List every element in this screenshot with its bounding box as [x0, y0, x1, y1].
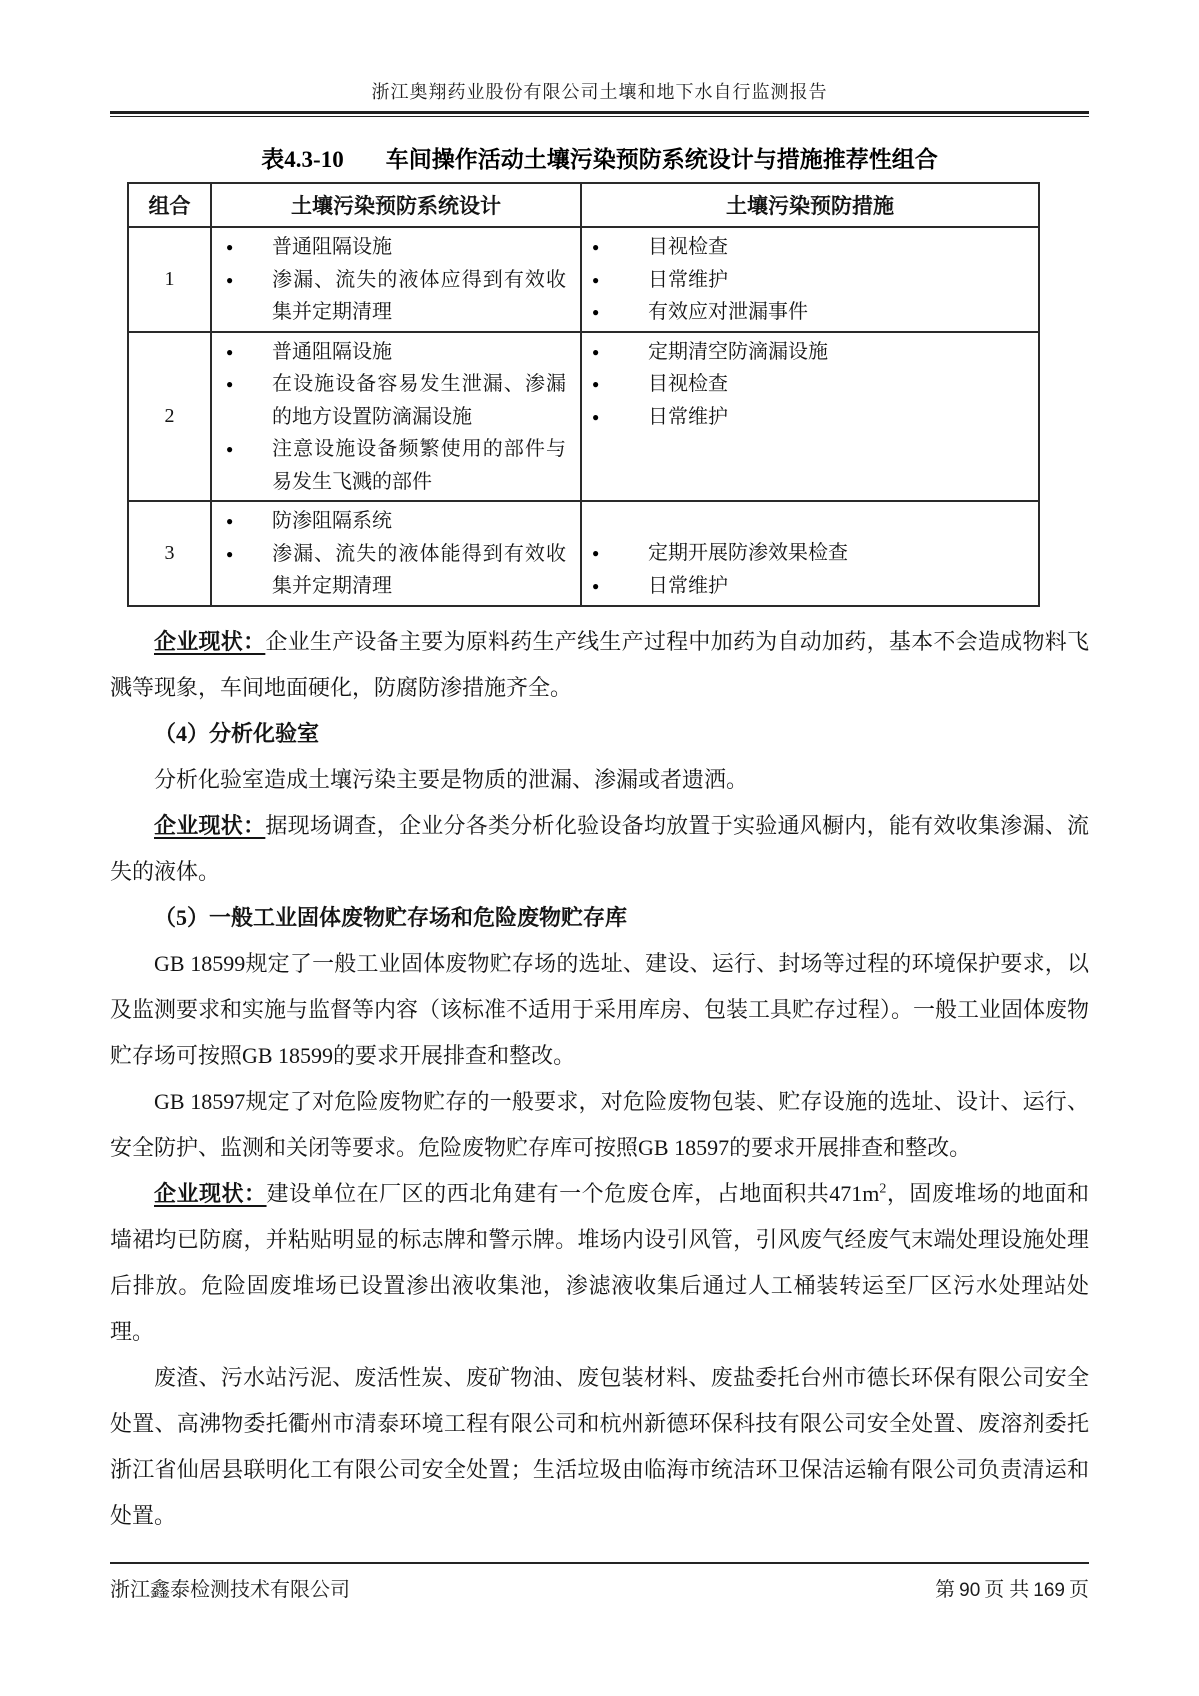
- list-item: [582, 401, 1038, 434]
- list-item-text: 目视检查: [648, 236, 728, 258]
- list-item: [582, 537, 1038, 570]
- list-item-text: 渗漏、流失的液体能得到有效收集并定期清理: [272, 542, 566, 597]
- list-item: [582, 296, 1038, 329]
- bullet-icon: ●: [592, 272, 600, 287]
- report-title: 浙江奥翔药业股份有限公司土壤和地下水自行监测报告: [371, 82, 828, 102]
- list-item-text: 在设施设备容易发生泄漏、渗漏的地方设置防滴漏设施: [272, 373, 566, 428]
- bullet-icon: ●: [592, 546, 600, 560]
- table-title: 车间操作活动土壤污染预防系统设计与措施推荐性组合: [385, 147, 938, 172]
- paragraph-text: ，固废堆场的地面和墙裙均已防腐，并粘贴明显的标志牌和警示牌。堆场内设引风管，引风废气经废气末端处理设施处理后排放。危险固废堆场已设置渗出液收集池，渗滤液收集后通过人工桶装转运至厂区污水处理站处理。: [110, 1180, 1089, 1344]
- table-number: 表4.3-10: [261, 147, 344, 172]
- bullet-icon: ●: [592, 377, 600, 391]
- list-item-text: 日常维护: [648, 405, 728, 428]
- bullet-icon: ●: [226, 514, 234, 528]
- bullet-icon: ●: [592, 305, 600, 319]
- bullet-list: [212, 231, 580, 329]
- column-header: 组合: [128, 183, 211, 227]
- superscript: 2: [879, 1181, 887, 1197]
- section-heading: （5）一般工业固体废物贮存场和危险废物贮存库: [154, 904, 628, 930]
- status-paragraph: [110, 803, 1089, 895]
- table-row: [128, 227, 1039, 332]
- table-row: [128, 501, 1039, 606]
- list-item-text: 定期开展防渗效果检查: [648, 542, 848, 564]
- paragraph-text: 企业生产设备主要为原料药生产线生产过程中加药为自动加药，基本不会造成物料飞溅等现象，车间地面硬化，防腐防渗措施齐全。: [110, 628, 1089, 700]
- page-footer: [110, 1562, 1089, 1602]
- paragraph-text: 据现场调查，企业分各类分析化验设备均放置于实验通风橱内，能有效收集渗漏、流失的液体。: [110, 812, 1089, 884]
- bullet-icon: ●: [226, 240, 234, 254]
- status-paragraph: [110, 619, 1089, 711]
- paragraph-text: 建设单位在厂区的西北角建有一个危废仓库，占地面积共471m: [266, 1180, 880, 1206]
- bullet-icon: ●: [592, 409, 600, 424]
- status-lead: 企业现状：: [154, 1180, 267, 1206]
- bullet-list: [582, 537, 1038, 602]
- list-item-text: 定期清空防滴漏设施: [648, 340, 828, 363]
- list-item: [212, 336, 580, 369]
- current-page-number: 90: [959, 1580, 981, 1601]
- list-item: [582, 336, 1038, 369]
- total-page-number: 169: [1033, 1580, 1065, 1601]
- group-cell: 3: [128, 501, 211, 606]
- footer-page-info: 第 90 页 共 169 页: [935, 1579, 1089, 1601]
- list-item: [582, 570, 1038, 603]
- bullet-list: [582, 336, 1038, 434]
- design-cell: [211, 332, 581, 502]
- footer-company: 浙江鑫泰检测技术有限公司: [110, 1579, 350, 1601]
- design-cell: [211, 227, 581, 332]
- measures-cell: [581, 501, 1039, 606]
- status-paragraph: [110, 1171, 1089, 1355]
- list-item-text: 普通阻隔设施: [272, 340, 392, 363]
- list-item-text: 防渗阻隔系统: [272, 510, 392, 532]
- body-paragraph: [110, 1079, 1089, 1171]
- list-item: [212, 231, 580, 264]
- bullet-list: [582, 231, 1038, 329]
- bullet-icon: ●: [226, 272, 234, 287]
- document-body: [110, 619, 1089, 1539]
- bullet-icon: ●: [592, 578, 600, 593]
- bullet-icon: ●: [226, 442, 234, 456]
- bullet-icon: ●: [226, 344, 234, 359]
- list-item-text: 注意设施设备频繁使用的部件与易发生飞溅的部件: [272, 438, 566, 493]
- column-header: 土壤污染预防措施: [581, 183, 1039, 227]
- table-row: [128, 332, 1039, 502]
- bullet-icon: ●: [226, 377, 234, 391]
- measures-cell: [581, 332, 1039, 502]
- column-header: 土壤污染预防系统设计: [211, 183, 581, 227]
- list-item-text: 日常维护: [648, 268, 728, 291]
- bullet-list: [212, 505, 580, 603]
- list-item-text: 渗漏、流失的液体应得到有效收集并定期清理: [272, 268, 566, 323]
- list-item: [212, 368, 580, 433]
- group-cell: 1: [128, 227, 211, 332]
- paragraph-text: GB 18599规定了一般工业固体废物贮存场的选址、建设、运行、封场等过程的环境保护要求，以及监测要求和实施与监督等内容（该标准不适用于采用库房、包装工具贮存过程）。一般工业固体废物贮存场可按照GB 18599的要求开展排查和整改。: [110, 950, 1090, 1068]
- bullet-list: [212, 336, 580, 499]
- paragraph-text: GB 18597规定了对危险废物贮存的一般要求，对危险废物包装、贮存设施的选址、设计、运行、安全防护、监测和关闭等要求。危险废物贮存库可按照GB 18597的要求开展排查和整改。: [110, 1088, 1089, 1160]
- section-heading: （4）分析化验室: [154, 720, 320, 746]
- header-divider: [110, 111, 1089, 117]
- list-item: [582, 231, 1038, 264]
- body-paragraph: [110, 757, 1089, 803]
- list-item-text: 目视检查: [648, 373, 728, 395]
- page-header: [110, 0, 1089, 104]
- status-lead: 企业现状：: [154, 628, 266, 654]
- list-item: [212, 264, 580, 329]
- table-caption: [110, 141, 1089, 174]
- paragraph-text: 废渣、污水站污泥、废活性炭、废矿物油、废包装材料、废盐委托台州市德长环保有限公司安全处置、高沸物委托衢州市清泰环境工程有限公司和杭州新德环保科技有限公司安全处置、废溶剂委托浙江省仙居县联明化工有限公司安全处置；生活垃圾由临海市统洁环卫保洁运输有限公司负责清运和处置。: [110, 1364, 1089, 1528]
- list-item: [212, 505, 580, 538]
- measures-cell: [581, 227, 1039, 332]
- body-paragraph: [110, 941, 1089, 1079]
- list-item: [212, 538, 580, 603]
- bullet-icon: ●: [226, 546, 234, 561]
- list-item: [582, 368, 1038, 401]
- table-header-row: [128, 183, 1039, 227]
- design-cell: [211, 501, 581, 606]
- bullet-icon: ●: [592, 344, 600, 359]
- paragraph-text: 分析化验室造成土壤污染主要是物质的泄漏、渗漏或者遗洒。: [154, 766, 749, 792]
- list-item-text: 有效应对泄漏事件: [648, 301, 808, 323]
- group-cell: 2: [128, 332, 211, 502]
- list-item: [212, 433, 580, 498]
- list-item: [582, 264, 1038, 297]
- bullet-icon: ●: [592, 240, 600, 254]
- list-item-text: 普通阻隔设施: [272, 236, 392, 258]
- status-lead: 企业现状：: [154, 812, 266, 838]
- list-item-text: 日常维护: [648, 574, 728, 597]
- prevention-table: [127, 182, 1040, 607]
- body-paragraph: [110, 1355, 1089, 1539]
